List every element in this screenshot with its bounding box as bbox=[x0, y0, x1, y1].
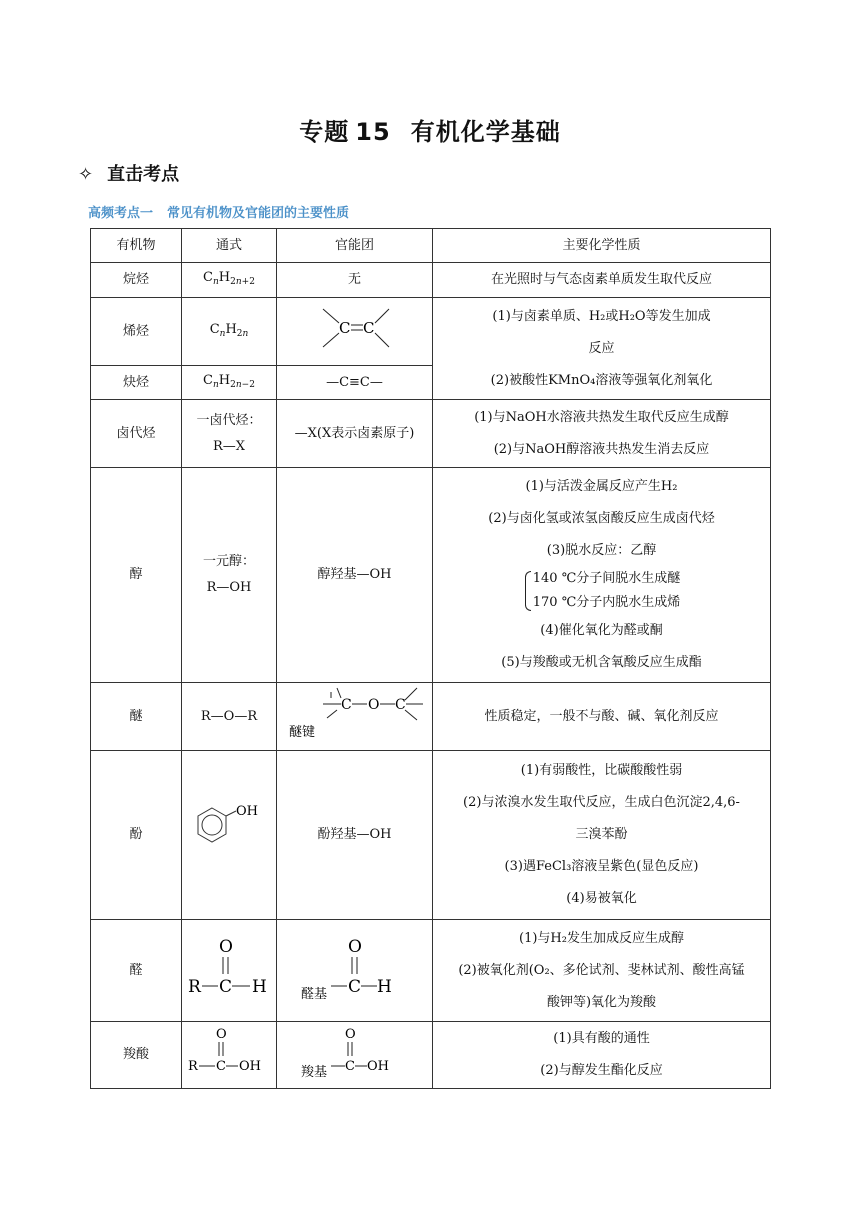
svg-text:O: O bbox=[348, 937, 362, 957]
svg-text:OH: OH bbox=[236, 803, 258, 819]
table-row: 卤代烃 一卤代烃： R—X —X(X表示卤素原子) (1)与NaOH水溶液共热发生取代反应生成醇 (2)与NaOH醇溶液共热发生消去反应 bbox=[91, 400, 771, 468]
svg-text:C: C bbox=[341, 697, 352, 713]
svg-text:C: C bbox=[395, 697, 406, 713]
table-row: 醛 O R C H 醛基 O C H (1)与H₂发生加成反应生成醇 (2)被氧化剂(O₂、多伦试剂、斐林试剂、酸性高锰 酸钾等)氧化为羧酸 bbox=[91, 920, 771, 1022]
table-row: 烯烃 $C_nH_{2n}$ C C (1)与卤素单质、H₂或H₂O等发生加成 反应 (2)被酸性KMnO₄溶液等强氧化剂氧化 bbox=[91, 298, 771, 366]
general-formula: $C_nH_{2n+2}$ bbox=[182, 263, 277, 298]
properties-table bbox=[90, 228, 771, 1089]
table-header-row: 有机物 通式 官能团 主要化学性质 bbox=[91, 229, 771, 263]
table-row: 炔烃 $C_nH_{2n-2}$ —C≡C— bbox=[91, 366, 771, 400]
svg-text:O: O bbox=[219, 937, 233, 957]
carboxylic-acid-structure bbox=[182, 1022, 277, 1089]
aldehyde-group-structure bbox=[277, 920, 433, 1022]
svg-text:H: H bbox=[377, 977, 391, 997]
svg-text:醚键: 醚键 bbox=[289, 725, 316, 740]
section-heading: ✧ 直击考点 bbox=[78, 164, 180, 185]
page-title: 专题 15 有机化学基础 bbox=[299, 118, 561, 146]
aldehyde-structure bbox=[182, 920, 277, 1022]
svg-text:OH: OH bbox=[239, 1058, 261, 1074]
alkene-double-bond-structure bbox=[277, 298, 433, 366]
table-row: 烷烃 $C_nH_{2n+2}$ 无 在光照时与气态卤素单质发生取代反应 bbox=[91, 263, 771, 298]
svg-text:R: R bbox=[188, 1058, 198, 1074]
table-row: 醇 一元醇： R—OH 醇羟基—OH (1)与活泼金属反应产生H₂ (2)与卤化氢或浓氢卤酸反应生成卤代烃 (3)脱水反应：乙醇 140 ℃分子间脱水生成醚 170 ℃分子内脱水生成烯 (4)催化氧化为醛或酮 (5)与羧酸或无机含氧酸反应生成酯 bbox=[91, 468, 771, 683]
table-row: 醚 R—O—R 醚键 C O C 性质稳定，一般不与酸、碱、氧化剂反应 bbox=[91, 683, 771, 751]
carboxyl-group-structure bbox=[277, 1022, 433, 1089]
table-row: 酚 OH 酚羟基—OH (1)有弱酸性，比碳酸酸性弱 (2)与浓溴水发生取代反应，生成白色沉淀2,4,6- 三溴苯酚 (3)遇FeCl₃溶液呈紫色(显色反应) (4)易被氧化 bbox=[91, 751, 771, 920]
svg-text:C: C bbox=[338, 319, 350, 337]
svg-text:C: C bbox=[216, 1058, 226, 1074]
phenol-structure bbox=[182, 751, 277, 920]
svg-text:羧基: 羧基 bbox=[301, 1064, 328, 1080]
svg-text:O: O bbox=[368, 697, 380, 713]
general-formula: $C_nH_{2n}$ bbox=[182, 298, 277, 366]
svg-text:O: O bbox=[345, 1026, 356, 1042]
svg-text:C: C bbox=[345, 1058, 355, 1074]
table-row: 羧酸 O R C OH 羧基 O C OH (1)具有酸的通性 (2)与醇发生酯化反应 bbox=[91, 1022, 771, 1089]
general-formula: $C_nH_{2n-2}$ bbox=[182, 366, 277, 400]
svg-text:O: O bbox=[216, 1026, 227, 1042]
brace-group: 140 ℃分子间脱水生成醚 170 ℃分子内脱水生成烯 bbox=[523, 567, 681, 615]
svg-text:醛基: 醛基 bbox=[301, 987, 328, 1002]
ether-bond-structure bbox=[277, 683, 433, 751]
svg-text:C: C bbox=[362, 319, 374, 337]
svg-text:OH: OH bbox=[367, 1058, 389, 1074]
svg-text:R: R bbox=[188, 977, 201, 997]
svg-text:C: C bbox=[348, 977, 362, 997]
sparkle-icon: ✧ bbox=[78, 164, 94, 185]
subheading: 高频考点一 常见有机物及官能团的主要性质 bbox=[88, 206, 350, 221]
svg-text:H: H bbox=[252, 977, 267, 997]
svg-text:C: C bbox=[219, 977, 233, 997]
